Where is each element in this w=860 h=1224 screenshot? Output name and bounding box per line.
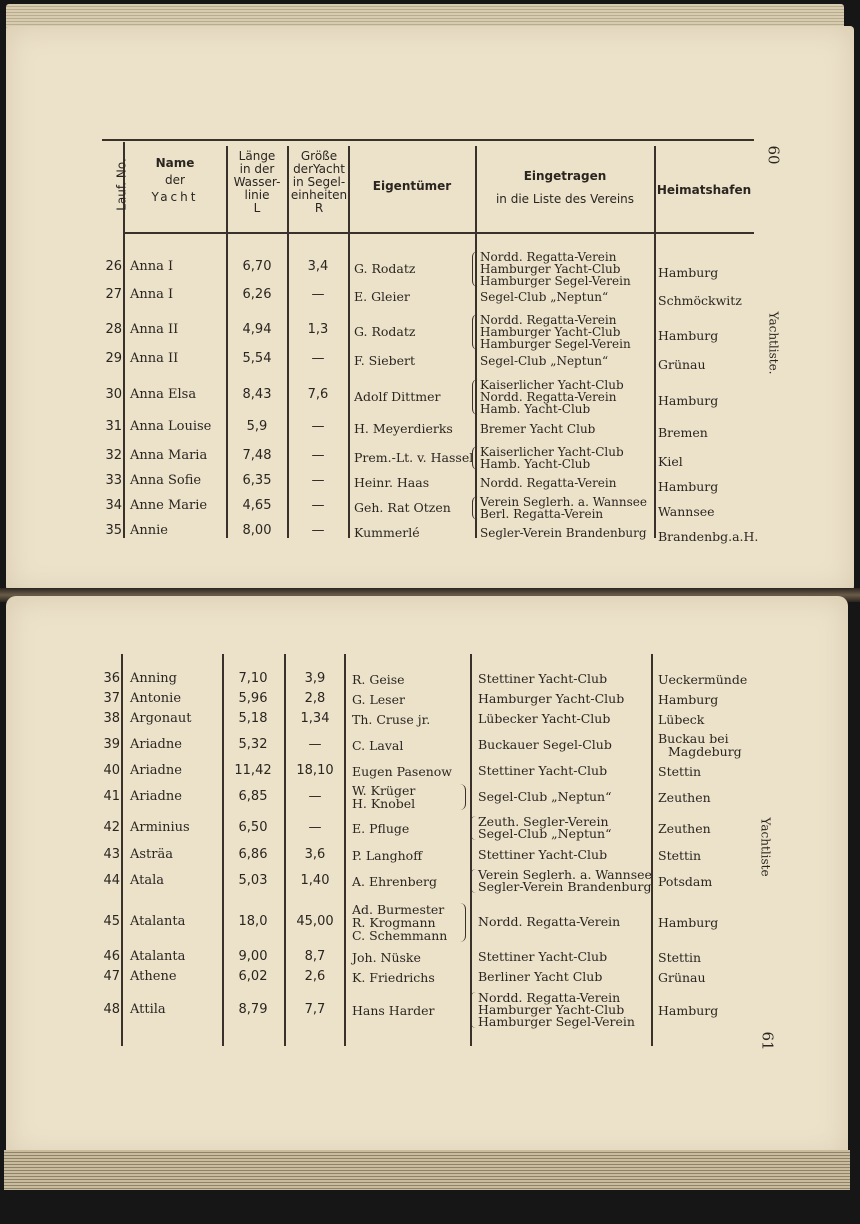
club-name: Hamb. Yacht-Club — [480, 402, 591, 416]
owner-name: W. Krüger — [352, 783, 416, 798]
waterline-length: 11,42 — [234, 763, 272, 778]
club-brace — [472, 379, 478, 415]
owner-name: R. Krogmann — [352, 914, 436, 930]
header-harbor: Heimatshafen — [656, 183, 752, 197]
yacht-name: Anne Marie — [130, 498, 208, 513]
home-harbor: Buckau bei — [658, 731, 729, 746]
waterline-length: 5,9 — [246, 419, 268, 434]
club-name: Stettiner Yacht-Club — [478, 949, 608, 964]
row-number: 33 — [105, 473, 122, 488]
club-name: Hamburger Segel-Verein — [478, 1014, 635, 1029]
club-name: Nordd. Regatta-Verein — [480, 390, 617, 404]
waterline-length: 7,48 — [242, 448, 272, 463]
header-name-line: Name — [155, 156, 195, 170]
owner-name: Th. Cruse jr. — [352, 711, 431, 727]
home-harbor: Hamburg — [658, 1002, 719, 1018]
yacht-name: Anning — [130, 671, 177, 686]
book-edge-bottom — [4, 1150, 850, 1190]
owner-name: Heinr. Haas — [354, 475, 430, 490]
club-name: Segel-Club „Neptun“ — [480, 290, 609, 304]
club-name: Nordd. Regatta-Verein — [480, 476, 617, 490]
club-name: Verein Seglerh. a. Wannsee — [478, 867, 652, 882]
home-harbor: Hamburg — [658, 914, 719, 930]
club-brace — [470, 869, 476, 893]
row-number: 30 — [105, 387, 122, 402]
club-name: Nordd. Regatta-Verein — [480, 250, 617, 264]
owner-name: Adolf Dittmer — [354, 389, 441, 404]
club-name: Bremer Yacht Club — [480, 422, 596, 436]
col-rule — [654, 146, 656, 538]
owner-name: Joh. Nüske — [352, 949, 421, 965]
header-name — [126, 157, 224, 204]
owner-brace — [460, 903, 466, 942]
owner-name: G. Rodatz — [354, 324, 416, 339]
sail-units: — — [311, 498, 325, 513]
yacht-name: Ariadne — [130, 737, 182, 752]
club-brace — [470, 992, 476, 1028]
club-name: Segler-Verein Brandenburg — [478, 879, 652, 894]
club-name: Hamburger Segel-Verein — [480, 274, 631, 288]
header-size-line: einheiten — [290, 188, 348, 202]
club-brace — [472, 446, 478, 470]
home-harbor: Bremen — [658, 425, 708, 440]
row-number: 41 — [103, 789, 120, 804]
row-number: 43 — [103, 847, 120, 862]
home-harbor: Wannsee — [658, 504, 715, 519]
sail-units: — — [308, 737, 322, 752]
sail-units: 2,8 — [304, 691, 326, 706]
sail-units: — — [311, 351, 325, 366]
yacht-name: Anna Louise — [130, 419, 212, 434]
sail-units: 45,00 — [296, 914, 334, 929]
row-number: 39 — [103, 737, 120, 752]
sail-units: — — [311, 448, 325, 463]
owner-name: K. Friedrichs — [352, 969, 435, 985]
header-size-line: derYacht — [293, 162, 345, 176]
row-number: 31 — [105, 419, 122, 434]
header-size-line: Größe — [300, 149, 338, 163]
home-harbor: Brandenbg.a.H. — [658, 529, 759, 544]
running-head: Yachtliste. — [766, 311, 781, 375]
club-name: Segel-Club „Neptun“ — [478, 789, 612, 804]
header-size — [289, 150, 349, 215]
club-name: Berl. Regatta-Verein — [480, 507, 604, 521]
waterline-length: 6,85 — [238, 789, 268, 804]
yacht-name: Antonie — [130, 691, 182, 706]
row-number: 42 — [103, 820, 120, 835]
header-length-line: Länge — [238, 149, 276, 163]
owner-name: G. Rodatz — [354, 261, 416, 276]
row-number: 48 — [103, 1002, 120, 1017]
home-harbor: Ueckermünde — [658, 671, 748, 687]
waterline-length: 9,00 — [238, 949, 268, 964]
sail-units: 3,6 — [304, 847, 326, 862]
row-number: 35 — [105, 523, 122, 538]
club-name: Hamburger Yacht-Club — [478, 691, 625, 706]
home-harbor: Hamburg — [658, 328, 719, 343]
waterline-length: 5,18 — [238, 711, 268, 726]
yacht-name: Atalanta — [130, 949, 186, 964]
home-harbor: Stettin — [658, 949, 702, 965]
waterline-length: 4,94 — [242, 322, 272, 337]
home-harbor: Schmöckwitz — [658, 293, 742, 308]
club-brace — [472, 251, 478, 287]
yacht-name: Anna Elsa — [130, 387, 197, 402]
club-name: Segel-Club „Neptun“ — [478, 826, 612, 841]
header-registered-line: Eingetragen — [523, 169, 607, 183]
home-harbor: Hamburg — [658, 265, 719, 280]
owner-name: P. Langhoff — [352, 847, 423, 863]
owner-brace — [460, 784, 466, 810]
home-harbor: Grünau — [658, 357, 706, 372]
yacht-name: Attila — [130, 1002, 166, 1017]
club-name: Nordd. Regatta-Verein — [478, 990, 621, 1005]
waterline-length: 5,54 — [242, 351, 272, 366]
owner-name: G. Leser — [352, 691, 405, 707]
yacht-name: Anna II — [130, 322, 179, 337]
waterline-length: 5,96 — [238, 691, 268, 706]
sail-units: 3,9 — [304, 671, 326, 686]
sail-units: — — [308, 789, 322, 804]
col-rule — [470, 654, 472, 1046]
page-61 — [6, 596, 848, 1158]
yacht-name: Anna Maria — [130, 448, 208, 463]
sail-units: 7,6 — [307, 387, 329, 402]
page-60 — [6, 26, 854, 594]
sail-units: 7,7 — [304, 1002, 326, 1017]
club-name: Nordd. Regatta-Verein — [480, 313, 617, 327]
header-bottom-rule — [123, 232, 754, 234]
club-name: Berliner Yacht Club — [478, 969, 603, 984]
club-name: Hamburger Segel-Verein — [480, 337, 631, 351]
owner-name: Kummerlé — [354, 525, 420, 540]
club-name: Nordd. Regatta-Verein — [478, 914, 621, 929]
header-length-line: Wasser- — [233, 175, 281, 189]
row-number: 26 — [105, 259, 122, 274]
owner-name: H. Meyerdierks — [354, 421, 453, 436]
home-harbor: Hamburg — [658, 479, 719, 494]
yacht-name: Annie — [130, 523, 168, 538]
club-name: Hamburger Yacht-Club — [480, 262, 621, 276]
col-rule — [344, 654, 346, 1046]
yacht-name: Anna Sofie — [130, 473, 202, 488]
home-harbor: Zeuthen — [658, 820, 711, 836]
owner-name: Prem.-Lt. v. Hassel — [354, 450, 474, 465]
owner-name: Hans Harder — [352, 1002, 435, 1018]
waterline-length: 4,65 — [242, 498, 272, 513]
home-harbor: Hamburg — [658, 393, 719, 408]
owner-name: Geh. Rat Otzen — [354, 500, 451, 515]
home-harbor: Stettin — [658, 763, 702, 779]
club-brace — [470, 816, 476, 840]
col-rule — [121, 654, 123, 1046]
club-name: Verein Seglerh. a. Wannsee — [480, 495, 647, 509]
row-number: 36 — [103, 671, 120, 686]
sail-units: — — [311, 287, 325, 302]
waterline-length: 6,50 — [238, 820, 268, 835]
yacht-name: Atalanta — [130, 914, 186, 929]
header-registered — [477, 170, 653, 206]
header-name-line: der — [165, 173, 185, 187]
header-lauf-no: Lauf. No. — [114, 158, 129, 211]
header-length-line: L — [253, 201, 261, 215]
row-number: 32 — [105, 448, 122, 463]
owner-name: C. Laval — [352, 737, 404, 753]
sail-units: — — [311, 523, 325, 538]
owner-name: R. Geise — [352, 671, 405, 687]
home-harbor: Hamburg — [658, 691, 719, 707]
header-length — [227, 150, 287, 215]
row-number: 47 — [103, 969, 120, 984]
owner-name: A. Ehrenberg — [352, 873, 437, 889]
sail-units: 1,3 — [307, 322, 329, 337]
sail-units: — — [308, 820, 322, 835]
club-name: Kaiserlicher Yacht-Club — [480, 378, 624, 392]
club-name: Zeuth. Segler-Verein — [478, 814, 609, 829]
waterline-length: 5,32 — [238, 737, 268, 752]
waterline-length: 8,00 — [242, 523, 272, 538]
yacht-name: Anna II — [130, 351, 179, 366]
yacht-name: Argonaut — [130, 711, 192, 726]
row-number: 38 — [103, 711, 120, 726]
sail-units: 3,4 — [307, 259, 329, 274]
waterline-length: 6,70 — [242, 259, 272, 274]
page-number: 60 — [764, 145, 783, 165]
row-number: 34 — [105, 498, 122, 513]
yacht-name: Anna I — [130, 259, 174, 274]
header-length-line: in der — [239, 162, 275, 176]
row-number: 46 — [103, 949, 120, 964]
club-name: Kaiserlicher Yacht-Club — [480, 445, 624, 459]
row-number: 45 — [103, 914, 120, 929]
sail-units: — — [311, 473, 325, 488]
yacht-name: Ariadne — [130, 763, 182, 778]
sail-units: 2,6 — [304, 969, 326, 984]
yacht-name: Ariadne — [130, 789, 182, 804]
waterline-length: 6,26 — [242, 287, 272, 302]
row-number: 40 — [103, 763, 120, 778]
running-head: Yachtliste — [758, 817, 773, 877]
owner-name: E. Pfluge — [352, 820, 410, 836]
sail-units: 1,34 — [300, 711, 330, 726]
owner-name: Eugen Pasenow — [352, 763, 452, 779]
yacht-name: Athene — [130, 969, 177, 984]
row-number: 28 — [105, 322, 122, 337]
club-name: Hamburger Yacht-Club — [480, 325, 621, 339]
waterline-length: 5,03 — [238, 873, 268, 888]
row-number: 27 — [105, 287, 122, 302]
owner-name: C. Schemmann — [352, 927, 448, 943]
club-name: Segler-Verein Brandenburg — [480, 526, 647, 540]
row-number: 29 — [105, 351, 122, 366]
home-harbor: Stettin — [658, 847, 702, 863]
row-number: 44 — [103, 873, 120, 888]
col-rule — [651, 654, 653, 1046]
club-name: Hamburger Yacht-Club — [478, 1002, 625, 1017]
yacht-name: Atala — [130, 873, 165, 888]
owner-name: F. Siebert — [354, 353, 416, 368]
sail-units: 18,10 — [296, 763, 334, 778]
waterline-length: 8,43 — [242, 387, 272, 402]
waterline-length: 7,10 — [238, 671, 268, 686]
home-harbor: Magdeburg — [668, 744, 742, 759]
club-name: Buckauer Segel-Club — [478, 737, 612, 752]
sail-units: 8,7 — [304, 949, 326, 964]
owner-name: E. Gleier — [354, 289, 410, 304]
home-harbor: Potsdam — [658, 873, 713, 889]
club-name: Lübecker Yacht-Club — [478, 711, 611, 726]
club-brace — [472, 496, 478, 520]
home-harbor: Lübeck — [658, 711, 705, 727]
header-owner: Eigentümer — [372, 179, 452, 193]
waterline-length: 6,02 — [238, 969, 268, 984]
table-top-rule — [102, 139, 754, 141]
club-name: Stettiner Yacht-Club — [478, 671, 608, 686]
header-length-line: linie — [244, 188, 270, 202]
sail-units: 1,40 — [300, 873, 330, 888]
header-size-line: R — [314, 201, 324, 215]
club-brace — [472, 314, 478, 350]
owner-name: Ad. Burmester — [352, 901, 445, 917]
home-harbor: Zeuthen — [658, 789, 711, 805]
waterline-length: 18,0 — [238, 914, 268, 929]
waterline-length: 6,86 — [238, 847, 268, 862]
header-size-line: in Segel- — [292, 175, 346, 189]
header-registered-line: in die Liste des Vereins — [495, 192, 635, 206]
club-name: Segel-Club „Neptun“ — [480, 354, 609, 368]
home-harbor: Kiel — [658, 454, 683, 469]
waterline-length: 6,35 — [242, 473, 272, 488]
yacht-name: Arminius — [130, 820, 190, 835]
header-name-line: Yacht — [151, 190, 199, 204]
yacht-name: Asträa — [130, 847, 173, 862]
page-number: 61 — [758, 1031, 777, 1051]
waterline-length: 8,79 — [238, 1002, 268, 1017]
home-harbor: Grünau — [658, 969, 706, 985]
yacht-name: Anna I — [130, 287, 174, 302]
owner-name: H. Knobel — [352, 796, 416, 811]
club-name: Stettiner Yacht-Club — [478, 847, 608, 862]
sail-units: — — [311, 419, 325, 434]
row-number: 37 — [103, 691, 120, 706]
club-name: Hamb. Yacht-Club — [480, 457, 591, 471]
club-name: Stettiner Yacht-Club — [478, 763, 608, 778]
